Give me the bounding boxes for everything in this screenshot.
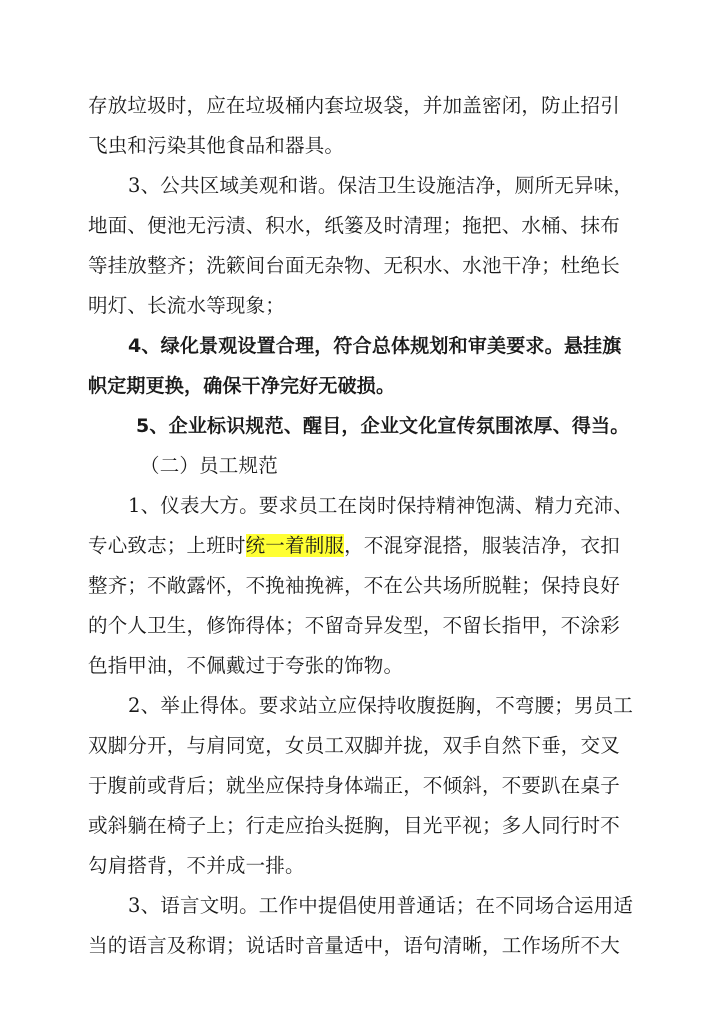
paragraph-line: 明灯、长流水等现象； xyxy=(88,294,286,317)
paragraph-line: 双脚分开，与肩同宽，女员工双脚并拢，双手自然下垂，交叉 xyxy=(88,734,620,757)
bold-paragraph-line: 5、企业标识规范、醒目，企业文化宣传氛围浓厚、得当。 xyxy=(136,415,630,437)
paragraph-line: 3、公共区域美观和谐。保洁卫生设施洁净，厕所无异味， xyxy=(128,174,634,197)
paragraph-line: 色指甲油，不佩戴过于夸张的饰物。 xyxy=(88,654,404,677)
paragraph-line: 或斜躺在椅子上；行走应抬头挺胸，目光平视；多人同行时不 xyxy=(88,814,620,837)
bold-paragraph-line: 4、绿化景观设置合理，符合总体规划和审美要求。悬挂旗 xyxy=(128,335,622,357)
bold-paragraph-line: 帜定期更换，确保干净完好无破损。 xyxy=(88,375,396,397)
text-segment: 专心致志；上班时 xyxy=(88,534,246,557)
paragraph-line: 整齐；不敞露怀，不挽袖挽裤，不在公共场所脱鞋；保持良好 xyxy=(88,574,620,597)
paragraph-line: 3、语言文明。工作中提倡使用普通话；在不同场合运用适 xyxy=(128,894,634,917)
paragraph-line-highlighted xyxy=(88,526,636,566)
document-page xyxy=(88,86,636,966)
paragraph-line: 勾肩搭背，不并成一排。 xyxy=(88,854,305,877)
paragraph-line: 当的语言及称谓；说话时音量适中，语句清晰，工作场所不大 xyxy=(88,934,620,957)
paragraph-line: 2、举止得体。要求站立应保持收腹挺胸，不弯腰；男员工 xyxy=(128,694,634,717)
paragraph-line: 于腹前或背后；就坐应保持身体端正，不倾斜，不要趴在桌子 xyxy=(88,774,620,797)
paragraph-line: 等挂放整齐；洗簌间台面无杂物、无积水、水池干净；杜绝长 xyxy=(88,254,620,277)
highlighted-text: 统一着制服 xyxy=(245,534,345,557)
paragraph-line: 飞虫和污染其他食品和器具。 xyxy=(88,134,345,157)
text-segment: ，不混穿混搭，服装洁净，衣扣 xyxy=(344,534,620,557)
paragraph-line: 存放垃圾时，应在垃圾桶内套垃圾袋，并加盖密闭，防止招引 xyxy=(88,94,620,117)
paragraph-line: 地面、便池无污渍、积水，纸篓及时清理；拖把、水桶、抹布 xyxy=(88,214,620,237)
paragraph-line: 的个人卫生，修饰得体；不留奇异发型，不留长指甲，不涂彩 xyxy=(88,614,620,637)
section-heading: （二）员工规范 xyxy=(140,454,278,477)
paragraph-line: 1、仪表大方。要求员工在岗时保持精神饱满、精力充沛、 xyxy=(128,494,634,517)
